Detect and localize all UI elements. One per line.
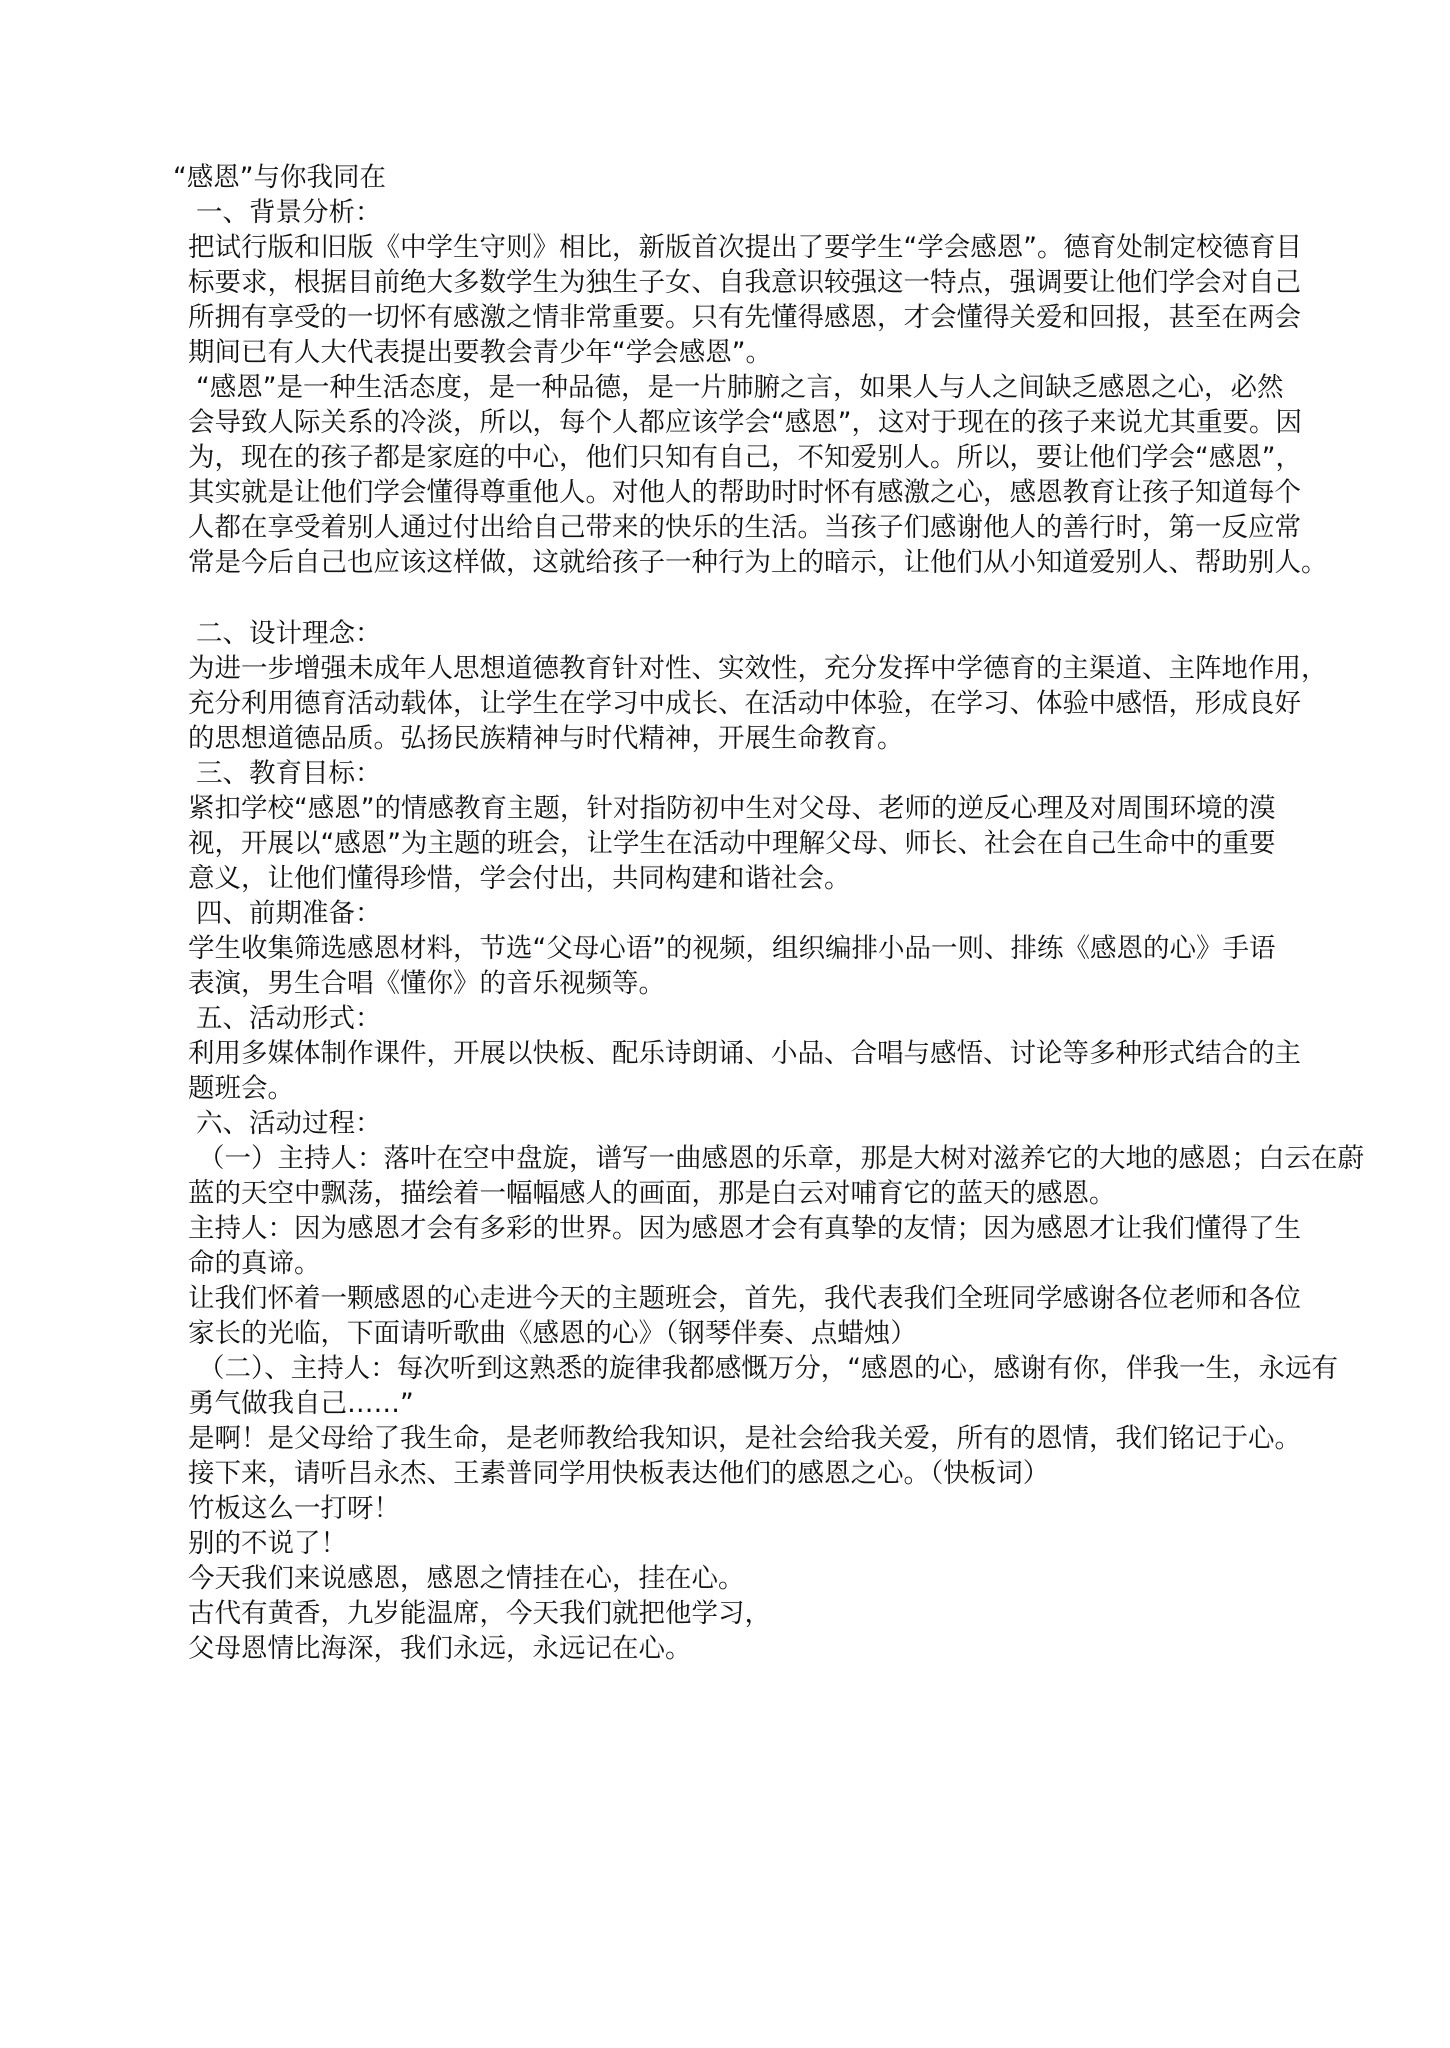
text-line: 把试行版和旧版《中学生守则》相比，新版首次提出了要学生“学会感恩”。德育处制定校德育目 — [188, 232, 1302, 263]
text-line: 紧扣学校“感恩”的情感教育主题，针对指防初中生对父母、老师的逆反心理及对周围环境的漠 — [188, 793, 1276, 824]
text-line: 的思想道德品质。弘扬民族精神与时代精神，开展生命教育。 — [188, 723, 904, 754]
text-line: 主持人：因为感恩才会有多彩的世界。因为感恩才会有真挚的友情；因为感恩才让我们懂得了生 — [188, 1213, 1301, 1244]
text-line: 标要求，根据目前绝大多数学生为独生子女、自我意识较强这一特点，强调要让他们学会对自己 — [188, 267, 1301, 298]
section-heading-goals: 三、教育目标： — [196, 758, 382, 789]
text-line: 家长的光临，下面请听歌曲《感恩的心》（钢琴伴奏、点蜡烛） — [188, 1318, 917, 1349]
text-line: 蓝的天空中飘荡，描绘着一幅幅感人的画面，那是白云对哺育它的蓝天的感恩。 — [188, 1178, 1116, 1209]
paragraph-gap — [188, 580, 1298, 616]
text-line: 意义，让他们懂得珍惜，学会付出，共同构建和谐社会。 — [188, 863, 851, 894]
text-line: 接下来，请听吕永杰、王素普同学用快板表达他们的感恩之心。（快板词） — [188, 1458, 1050, 1489]
text-line: （一）主持人：落叶在空中盘旋，谱写一曲感恩的乐章，那是大树对滋养它的大地的感恩；白云在蔚 — [198, 1143, 1364, 1174]
text-line: 常是今后自己也应该这样做，这就给孩子一种行为上的暗示，让他们从小知道爱别人、帮助别人。 — [188, 547, 1328, 578]
text-line: 题班会。 — [188, 1073, 294, 1104]
document-body — [173, 160, 1364, 1666]
document-title: “感恩”与你我同在 — [173, 162, 386, 193]
text-line: “感恩”是一种生活态度，是一种品德，是一片肺腑之言，如果人与人之间缺乏感恩之心，必然 — [196, 372, 1284, 403]
text-line: 充分利用德育活动载体，让学生在学习中成长、在活动中体验，在学习、体验中感悟，形成良好 — [188, 688, 1301, 719]
paragraph-background-1 — [188, 230, 1302, 370]
text-line: 会导致人际关系的冷淡，所以，每个人都应该学会“感恩”，这对于现在的孩子来说尤其重要。因 — [188, 407, 1302, 438]
paragraph-goals — [188, 791, 1298, 896]
paragraph-design — [188, 651, 1328, 756]
section-heading-background: 一、背景分析： — [196, 197, 382, 228]
text-line: 竹板这么一打呀！ — [188, 1493, 400, 1524]
text-line: 今天我们来说感恩，感恩之情挂在心，挂在心。 — [188, 1563, 745, 1594]
text-line: 是啊！是父母给了我生命，是老师教给我知识，是社会给我关爱，所有的恩情，我们铭记于心。 — [188, 1423, 1301, 1454]
text-line: 所拥有享受的一切怀有感激之情非常重要。只有先懂得感恩，才会懂得关爱和回报，甚至在两会 — [188, 302, 1301, 333]
text-line: 为，现在的孩子都是家庭的中心，他们只知有自己，不知爱别人。所以，要让他们学会“感恩”， — [188, 442, 1302, 473]
section-heading-format: 五、活动形式： — [196, 1003, 382, 1034]
paragraph-process-3 — [188, 1281, 1301, 1351]
text-line: 父母恩情比海深，我们永远，永远记在心。 — [188, 1633, 692, 1664]
text-line: 让我们怀着一颗感恩的心走进今天的主题班会，首先，我代表我们全班同学感谢各位老师和各位 — [188, 1283, 1301, 1314]
paragraph-format — [188, 1036, 1301, 1106]
text-line: 古代有黄香，九岁能温席，今天我们就把他学习， — [188, 1598, 771, 1629]
text-line: 利用多媒体制作课件，开展以快板、配乐诗朗诵、小品、合唱与感悟、讨论等多种形式结合的主 — [188, 1038, 1301, 1069]
text-line: 视，开展以“感恩”为主题的班会，让学生在活动中理解父母、师长、社会在自己生命中的重要 — [188, 828, 1276, 859]
paragraph-process-5 — [188, 1421, 1301, 1666]
text-line: 命的真谛。 — [188, 1248, 321, 1279]
paragraph-preparation — [188, 931, 1298, 1001]
text-line: （二）、主持人：每次听到这熟悉的旋律我都感慨万分，“感恩的心，感谢有你，伴我一生，永远有 — [198, 1353, 1338, 1384]
paragraph-background-2 — [188, 370, 1328, 580]
section-heading-design: 二、设计理念： — [196, 618, 382, 649]
paragraph-process-1 — [188, 1141, 1364, 1211]
text-line: 期间已有人大代表提出要教会青少年“学会感恩”。 — [188, 337, 772, 368]
section-heading-preparation: 四、前期准备： — [196, 898, 382, 929]
text-line: 表演，男生合唱《懂你》的音乐视频等。 — [188, 968, 665, 999]
paragraph-process-2 — [188, 1211, 1301, 1281]
text-line: 勇气做我自己……” — [188, 1388, 414, 1419]
section-heading-process: 六、活动过程： — [196, 1108, 382, 1139]
paragraph-process-4 — [188, 1351, 1338, 1421]
text-line: 学生收集筛选感恩材料，节选“父母心语”的视频，组织编排小品一则、排练《感恩的心》手语 — [188, 933, 1276, 964]
text-line: 人都在享受着别人通过付出给自己带来的快乐的生活。当孩子们感谢他人的善行时，第一反应常 — [188, 512, 1301, 543]
text-line: 别的不说了！ — [188, 1528, 347, 1559]
text-line: 为进一步增强未成年人思想道德教育针对性、实效性，充分发挥中学德育的主渠道、主阵地作用， — [188, 653, 1328, 684]
text-line: 其实就是让他们学会懂得尊重他人。对他人的帮助时时怀有感激之心，感恩教育让孩子知道每个 — [188, 477, 1301, 508]
